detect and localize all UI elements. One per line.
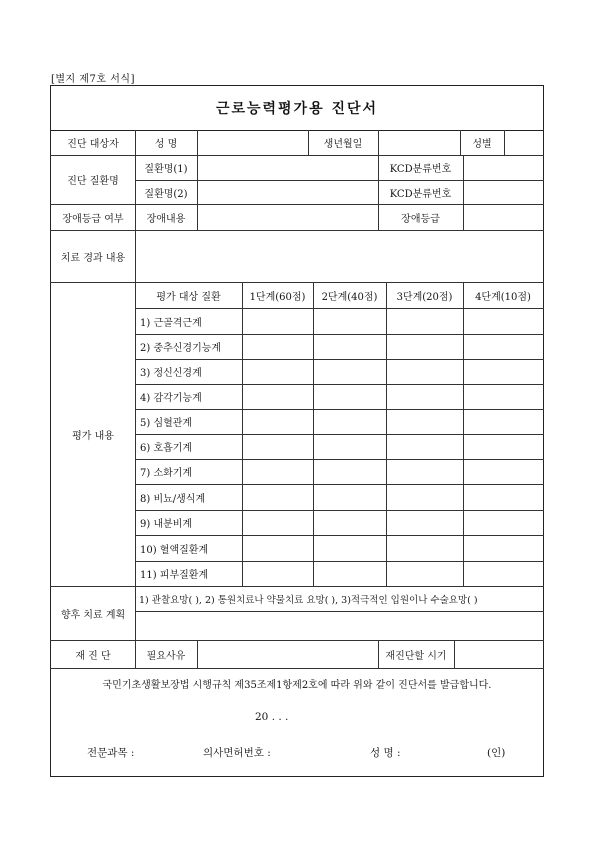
label-recheck-reason: 필요사유 [146,650,186,662]
col-divider [463,204,464,230]
eval-item: 4) 감각기능계 [140,393,202,404]
eval-item: 5) 심혈관계 [140,418,193,429]
col-divider [463,155,464,204]
label-specialty: 전문과목 : [87,747,135,759]
dob-field[interactable] [380,130,459,155]
label-evaluation: 평가 내용 [72,430,114,442]
col-divider [386,282,387,586]
label-disease-1: 질환명(1) [144,164,188,175]
eval-header-stage-4: 4단계(10점) [475,291,531,303]
seal-mark: (인) [487,747,506,759]
issue-date: 20 . . . [255,711,289,723]
col-divider [197,155,198,230]
eval-item: 11) 피부질환계 [140,570,209,581]
name-field[interactable] [199,130,307,155]
label-diagnosis: 진단 질환명 [67,176,119,187]
kcd-2-field[interactable] [465,180,543,204]
label-dob: 생년월일 [323,139,363,150]
disease-1-field[interactable] [199,155,377,180]
recheck-reason-field[interactable] [199,640,377,668]
sex-field[interactable] [506,130,543,155]
row-divider [135,434,544,435]
label-treatment-progress: 치료 경과 내용 [60,252,126,264]
label-disease-2: 질환명(2) [144,188,188,200]
col-divider [313,282,314,586]
eval-header-stage-3: 3단계(20점) [396,291,453,303]
col-divider [504,130,505,155]
eval-item: 2) 중추신경기능계 [140,343,222,354]
row-divider [135,409,544,410]
eval-item: 6) 호흡기계 [140,443,193,454]
eval-header-stage-2: 2단계(40점) [321,291,378,303]
col-divider [378,130,379,155]
col-divider [242,282,243,586]
future-plan-options[interactable]: 1) 관찰요망( ), 2) 통원치료나 약물치료 요망( ), 3)적극적인 입원이나 수술요망( ) [139,594,478,606]
eval-item: 1) 근골격근계 [140,317,202,329]
row-divider [135,510,544,511]
label-name: 성 명 [154,139,178,150]
label-recheck-when: 재진단할 시기 [385,650,447,662]
row-divider [135,459,544,460]
label-sex: 성별 [472,139,492,150]
label-doctor-name: 성 명 : [370,747,401,759]
label-disability-grade: 장애등급 [401,213,440,225]
col-divider [197,130,198,155]
disease-2-field[interactable] [199,180,377,204]
kcd-1-field[interactable] [465,155,543,180]
form-number-label: [별지 제7호 서식] [51,74,135,85]
label-disability-content: 장애내용 [146,213,186,225]
eval-header-stage-1: 1단계(60점) [249,291,306,303]
treatment-progress-field[interactable] [137,230,543,282]
col-divider [197,640,198,668]
recheck-when-field[interactable] [456,640,543,668]
eval-item: 7) 소화기계 [140,468,193,479]
label-recheck: 재 진 단 [75,650,111,662]
label-kcd-2: KCD분류번호 [389,188,452,200]
row-divider [50,668,544,669]
label-license-number: 의사면허번호 : [203,747,271,759]
eval-item: 3) 정신신경계 [140,368,202,379]
eval-header-target: 평가 대상 질환 [156,291,221,303]
future-plan-detail-field[interactable] [137,611,543,640]
disability-content-field[interactable] [199,204,377,230]
label-kcd-1: KCD분류번호 [389,164,452,175]
eval-item: 8) 비뇨/생식계 [140,493,206,505]
col-divider [454,640,455,668]
eval-item: 10) 혈액질환계 [140,544,209,556]
disability-grade-field[interactable] [465,204,543,230]
col-divider [463,282,464,586]
label-subject: 진단 대상자 [67,139,119,150]
label-future-plan: 향후 치료 계획 [60,609,126,621]
label-disability: 장애등급 여부 [62,213,124,225]
eval-item: 9) 내분비계 [140,519,193,530]
issuance-statement: 국민기초생활보장법 시행규칙 제35조제1항제2호에 따라 위와 같이 진단서를 발급합니다. [102,680,492,691]
document-title: 근로능력평가용 진단서 [215,101,379,117]
